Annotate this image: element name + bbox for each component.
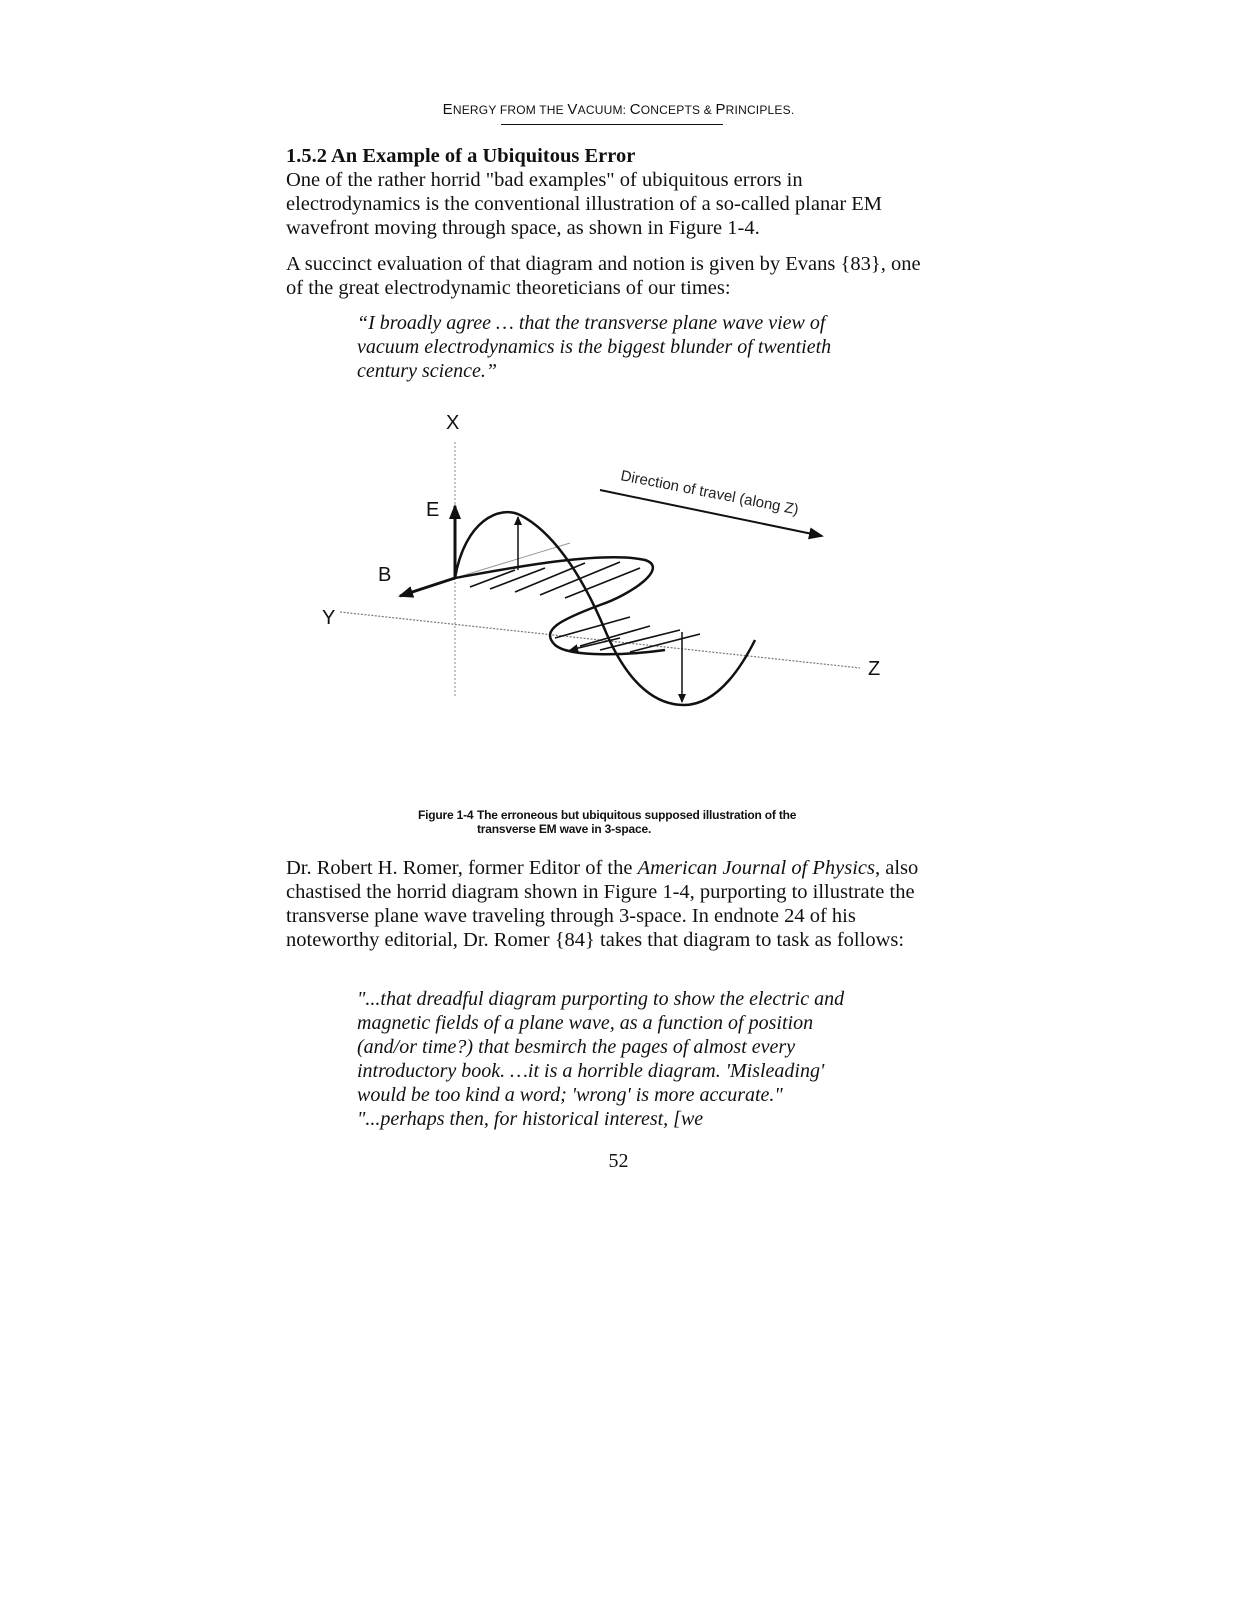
header-part-4-big: P: [715, 101, 726, 118]
caption-line-1: The erroneous but ubiquitous supposed illustration of the: [477, 808, 797, 822]
label-y: Y: [322, 607, 336, 629]
header-part-3-sc: ONCEPTS &: [640, 103, 716, 117]
header-rule: [501, 124, 723, 125]
quote-romer: "...that dreadful diagram purporting to show the electric and magnetic fields of a plane wave, as a function of position (and/or time?) that besmirch the pages of almost every introductory book. …it is a horrible diagram. 'Misleading' would be too kind a word; 'wrong' is more accurate." "...perhaps then, for historical interest, [we: [357, 988, 845, 1130]
header-part-1-sc: NERGY FROM THE: [452, 103, 568, 117]
header-part-4-sc: RINCIPLES.: [725, 103, 795, 117]
label-direction: Direction of travel (along Z): [619, 467, 801, 519]
journal-title: American Journal of Physics: [637, 857, 876, 879]
page-number: 52: [608, 1150, 629, 1172]
guide-line: [455, 543, 570, 578]
paragraph-3: [286, 856, 926, 952]
paragraph-2: A succinct evaluation of that diagram and notion is given by Evans {83}, one of the great electrodynamic theoreticians of our times:: [286, 253, 921, 299]
label-b: B: [378, 564, 392, 586]
quote-evans: “I broadly agree … that the transverse plane wave view of vacuum electrodynamics is the biggest blunder of twentieth century science.”: [357, 312, 832, 382]
e-field-curve: [455, 512, 755, 705]
label-e: E: [426, 499, 440, 521]
section-heading: 1.5.2 An Example of a Ubiquitous Error: [286, 145, 636, 167]
header-part-1-big: E: [442, 101, 453, 118]
header-part-3-big: C: [629, 101, 641, 118]
b-vector: [400, 578, 455, 596]
label-x: X: [446, 412, 460, 434]
paragraph-3-start: Dr. Robert H. Romer, former Editor of the: [286, 857, 638, 879]
running-header: [0, 101, 1237, 118]
b-field-curve: [455, 557, 665, 654]
figure-caption: [418, 808, 796, 836]
caption-number: Figure 1-4: [418, 808, 474, 822]
header-part-2-sc: ACUUM:: [577, 103, 630, 117]
em-wave-figure: [300, 400, 940, 800]
caption-line-2: transverse EM wave in 3-space.: [477, 822, 652, 836]
paragraph-3-end: , also chastised the horrid diagram shown in Figure 1-4, purporting to illustrate the transverse plane wave traveling through 3-space. In endnote 24 of his noteworthy editorial, Dr. Romer {84} takes that diagram to task as follows:: [286, 857, 919, 951]
label-z: Z: [868, 658, 881, 680]
header-part-2-big: V: [567, 101, 578, 118]
paragraph-1: One of the rather horrid "bad examples" of ubiquitous errors in electrodynamics is the conventional illustration of a so-called planar EM wavefront moving through space, as shown in Figure 1-4.: [286, 169, 883, 239]
